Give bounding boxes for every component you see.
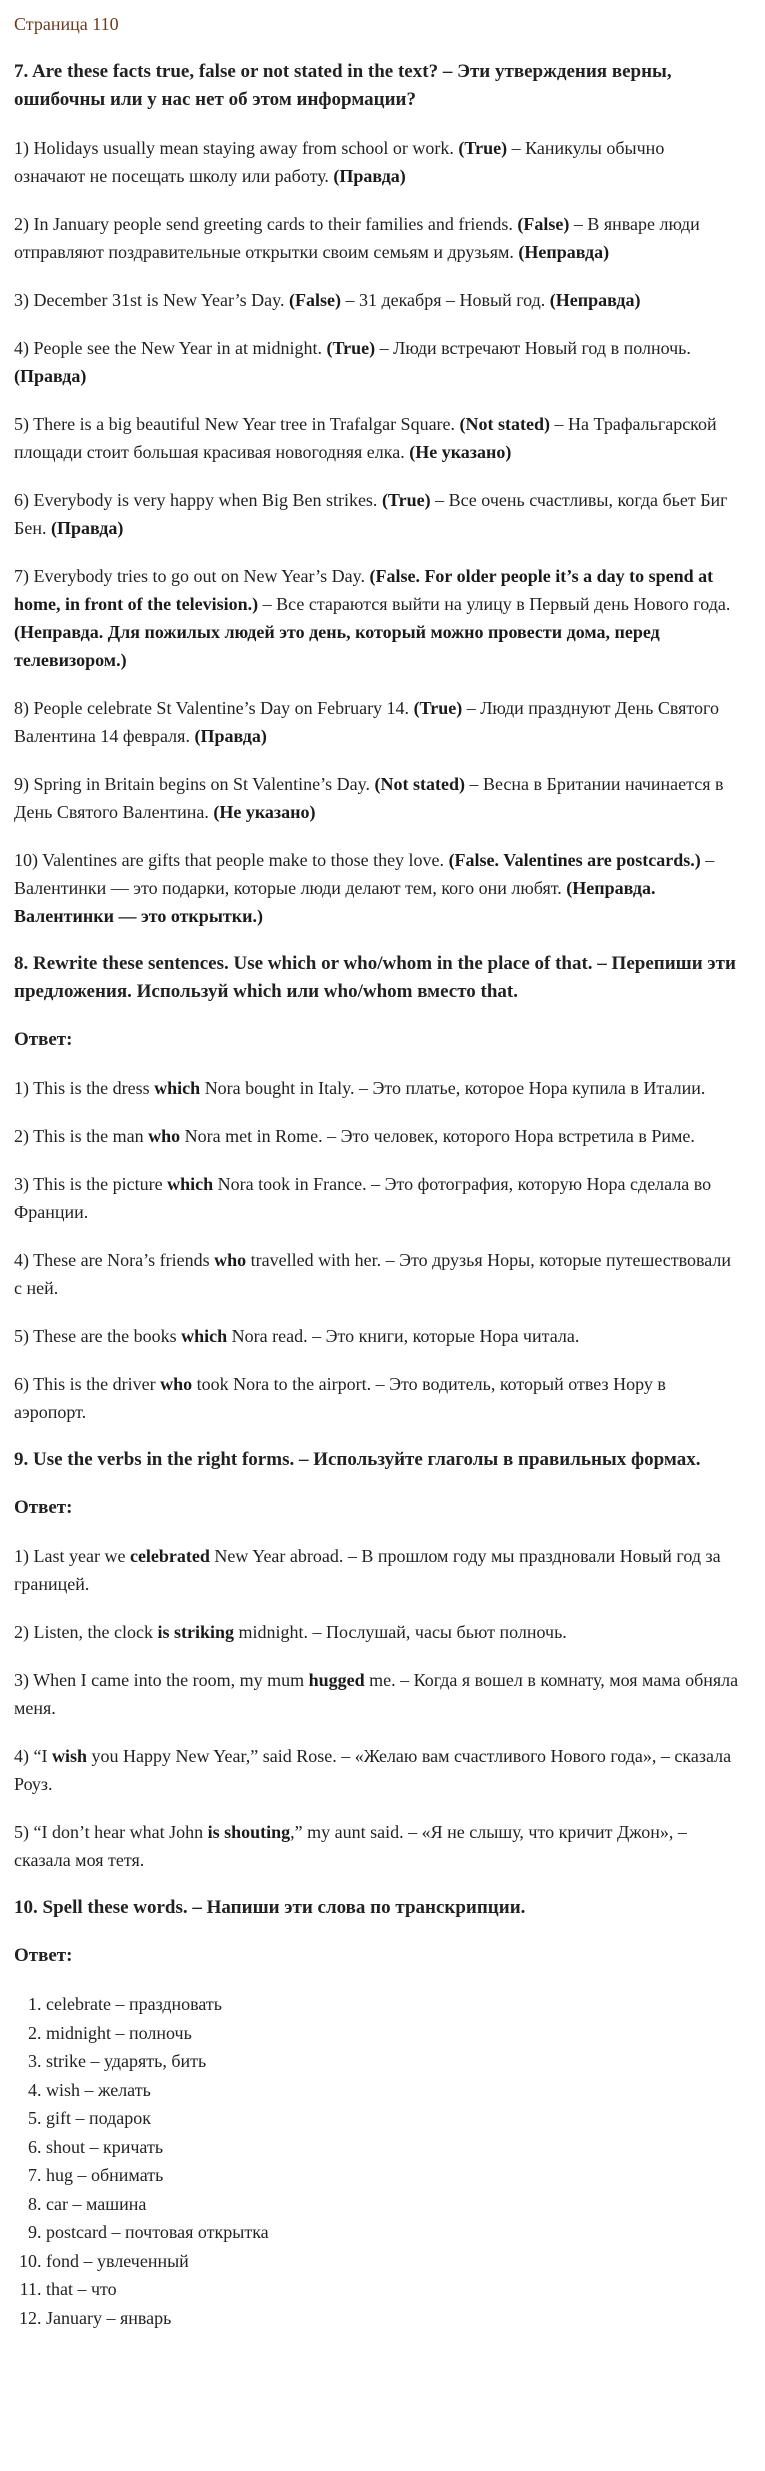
statement-translation: – Каникулы обычно означают не посещать школу или работу. <box>14 138 665 186</box>
page-label: Страница 110 <box>14 14 119 34</box>
key-word: wish <box>51 1746 87 1766</box>
answer-item <box>14 1818 739 1874</box>
key-word: who <box>148 1126 181 1146</box>
key-word: celebrated <box>129 1546 210 1566</box>
key-word: who <box>160 1374 193 1394</box>
key-word: which <box>154 1078 201 1098</box>
verdict-ru: (Неправда) <box>549 290 641 310</box>
word-item: 5. gift – подарок <box>46 2104 739 2133</box>
exercise-9-answer-label: Ответ: <box>14 1497 73 1518</box>
answer-item <box>14 1542 739 1598</box>
sentence-start: 2) Listen, the clock <box>14 1622 153 1642</box>
sentence-end: you Happy New Year,” said Rose. – «Желаю вам счастливого Нового года», – сказала Роуз. <box>14 1746 732 1794</box>
sentence-start: 5) “I don’t hear what John <box>14 1822 204 1842</box>
word-item: 7. hug – обнимать <box>46 2161 739 2190</box>
verdict-ru: (Правда) <box>194 726 267 746</box>
statement-item <box>14 770 739 826</box>
key-word: hugged <box>308 1670 365 1690</box>
word-item: 12. January – январь <box>46 2304 739 2333</box>
exercise-10-word-list <box>14 1990 739 2332</box>
verdict-ru: (Не указано) <box>213 802 316 822</box>
sentence-end: me. – Когда я вошел в комнату, моя мама обняла меня. <box>14 1670 739 1718</box>
sentence-end: Nora read. – Это книги, которые Нора читала. <box>231 1326 580 1346</box>
sentence-end: Nora took in France. – Это фотография, которую Нора сделала во Франции. <box>14 1174 712 1222</box>
statement-item <box>14 286 739 314</box>
sentence-end: midnight. – Послушай, часы бьют полночь. <box>238 1622 567 1642</box>
statement-translation: – Все очень счастливы, когда бьет Биг Бен. <box>14 490 728 538</box>
exercise-8-list <box>14 1074 739 1426</box>
statement-text: 2) In January people send greeting cards to their families and friends. <box>14 214 513 234</box>
word-item: 6. shout – кричать <box>46 2133 739 2162</box>
sentence-start: 3) This is the picture <box>14 1174 163 1194</box>
word-item: 8. car – машина <box>46 2190 739 2219</box>
exercise-9-heading: 9. Use the verbs in the right forms. – Используйте глаголы в правильных формах. <box>14 1449 701 1470</box>
answer-item <box>14 1742 739 1798</box>
verdict-en: (Not stated) <box>374 774 465 794</box>
verdict-ru: (Не указано) <box>409 442 512 462</box>
statement-translation: – Люди празднуют День Святого Валентина 14 февраля. <box>14 698 719 746</box>
key-word: is striking <box>157 1622 234 1642</box>
word-item: 3. strike – ударять, бить <box>46 2047 739 2076</box>
statement-translation: – 31 декабря – Новый год. <box>345 290 546 310</box>
answer-item <box>14 1074 739 1102</box>
word-item: 2. midnight – полночь <box>46 2019 739 2048</box>
sentence-start: 2) This is the man <box>14 1126 144 1146</box>
sentence-start: 4) “I <box>14 1746 48 1766</box>
sentence-end: New Year abroad. – В прошлом году мы праздновали Новый год за границей. <box>14 1546 721 1594</box>
statement-translation: – Люди встречают Новый год в полночь. <box>379 338 691 358</box>
statement-text: 8) People celebrate St Valentine’s Day on February 14. <box>14 698 410 718</box>
answer-item <box>14 1370 739 1426</box>
exercise-10-answer-label: Ответ: <box>14 1945 73 1966</box>
statement-item <box>14 210 739 266</box>
answer-item <box>14 1618 739 1646</box>
statement-text: 6) Everybody is very happy when Big Ben strikes. <box>14 490 378 510</box>
sentence-start: 1) This is the dress <box>14 1078 150 1098</box>
answer-item <box>14 1170 739 1226</box>
statement-translation: – Валентинки — это подарки, которые люди делают тем, кого они любят. <box>14 850 715 898</box>
word-item: 4. wish – желать <box>46 2076 739 2105</box>
key-word: which <box>167 1174 214 1194</box>
sentence-end: ,” my aunt said. – «Я не слышу, что кричит Джон», – сказала моя тетя. <box>14 1822 687 1870</box>
word-item: 11. that – что <box>46 2275 739 2304</box>
statement-translation: – На Трафальгарской площади стоит большая красивая новогодняя елка. <box>14 414 717 462</box>
statement-text: 10) Valentines are gifts that people make to those they love. <box>14 850 445 870</box>
verdict-en: (True) <box>326 338 376 358</box>
word-item: 9. postcard – почтовая открытка <box>46 2218 739 2247</box>
statement-item <box>14 846 739 930</box>
statement-item <box>14 134 739 190</box>
verdict-en: (True) <box>381 490 431 510</box>
key-word: who <box>214 1250 247 1270</box>
statement-translation: – В январе люди отправляют поздравительные открытки своим семьям и друзьям. <box>14 214 700 262</box>
verdict-en: (False) <box>288 290 341 310</box>
sentence-start: 3) When I came into the room, my mum <box>14 1670 305 1690</box>
statement-translation: – Все стараются выйти на улицу в Первый день Нового года. <box>262 594 731 614</box>
answer-item <box>14 1666 739 1722</box>
statement-item <box>14 694 739 750</box>
statement-item <box>14 486 739 542</box>
statement-item <box>14 562 739 674</box>
verdict-ru: (Правда) <box>14 366 87 386</box>
verdict-ru: (Неправда. Для пожилых людей это день, который можно провести дома, перед телевизором.) <box>14 622 660 670</box>
verdict-ru: (Неправда) <box>518 242 610 262</box>
answer-item <box>14 1322 739 1350</box>
verdict-en: (True) <box>413 698 463 718</box>
sentence-end: Nora met in Rome. – Это человек, которого Нора встретила в Риме. <box>184 1126 695 1146</box>
exercise-7-list <box>14 134 739 930</box>
sentence-end: Nora bought in Italy. – Это платье, которое Нора купила в Италии. <box>204 1078 706 1098</box>
key-word: which <box>181 1326 228 1346</box>
statement-text: 9) Spring in Britain begins on St Valentine’s Day. <box>14 774 370 794</box>
answer-item <box>14 1122 739 1150</box>
sentence-start: 1) Last year we <box>14 1546 126 1566</box>
verdict-ru: (Правда) <box>50 518 124 538</box>
sentence-start: 6) This is the driver <box>14 1374 156 1394</box>
statement-translation: – Весна в Британии начинается в День Святого Валентина. <box>14 774 724 822</box>
statement-text: 3) December 31st is New Year’s Day. <box>14 290 285 310</box>
statement-text: 1) Holidays usually mean staying away from school or work. <box>14 138 454 158</box>
verdict-ru: (Неправда. Валентинки — это открытки.) <box>14 878 656 926</box>
statement-item <box>14 410 739 466</box>
sentence-end: travelled with her. – Это друзья Норы, которые путешествовали с ней. <box>14 1250 732 1298</box>
word-item: 10. fond – увлеченный <box>46 2247 739 2276</box>
verdict-en: (False. For older people it’s a day to spend at home, in front of the television.) <box>14 566 714 614</box>
sentence-start: 4) These are Nora’s friends <box>14 1250 210 1270</box>
exercise-9-list <box>14 1542 739 1874</box>
statement-item <box>14 334 739 390</box>
verdict-en: (False) <box>517 214 570 234</box>
key-word: is shouting <box>207 1822 291 1842</box>
verdict-en: (False. Valentines are postcards.) <box>448 850 701 870</box>
exercise-10-heading: 10. Spell these words. – Напиши эти слова по транскрипции. <box>14 1897 526 1918</box>
sentence-start: 5) These are the books <box>14 1326 177 1346</box>
word-item: 1. celebrate – праздновать <box>46 1990 739 2019</box>
statement-text: 7) Everybody tries to go out on New Year’s Day. <box>14 566 365 586</box>
sentence-end: took Nora to the airport. – Это водитель, который отвез Нору в аэропорт. <box>14 1374 666 1422</box>
verdict-en: (Not stated) <box>459 414 551 434</box>
statement-text: 5) There is a big beautiful New Year tree in Trafalgar Square. <box>14 414 456 434</box>
statement-text: 4) People see the New Year in at midnight. <box>14 338 322 358</box>
verdict-en: (True) <box>458 138 508 158</box>
exercise-8-heading: 8. Rewrite these sentences. Use which or who/whom in the place of that. – Перепиши эти предложения. Используй which или who/whom вместо that. <box>14 953 736 1002</box>
verdict-ru: (Правда) <box>333 166 406 186</box>
exercise-7-heading: 7. Are these facts true, false or not stated in the text? – Эти утверждения верны, ошибочны или у нас нет об этом информации? <box>14 61 672 110</box>
answer-item <box>14 1246 739 1302</box>
exercise-8-answer-label: Ответ: <box>14 1029 73 1050</box>
